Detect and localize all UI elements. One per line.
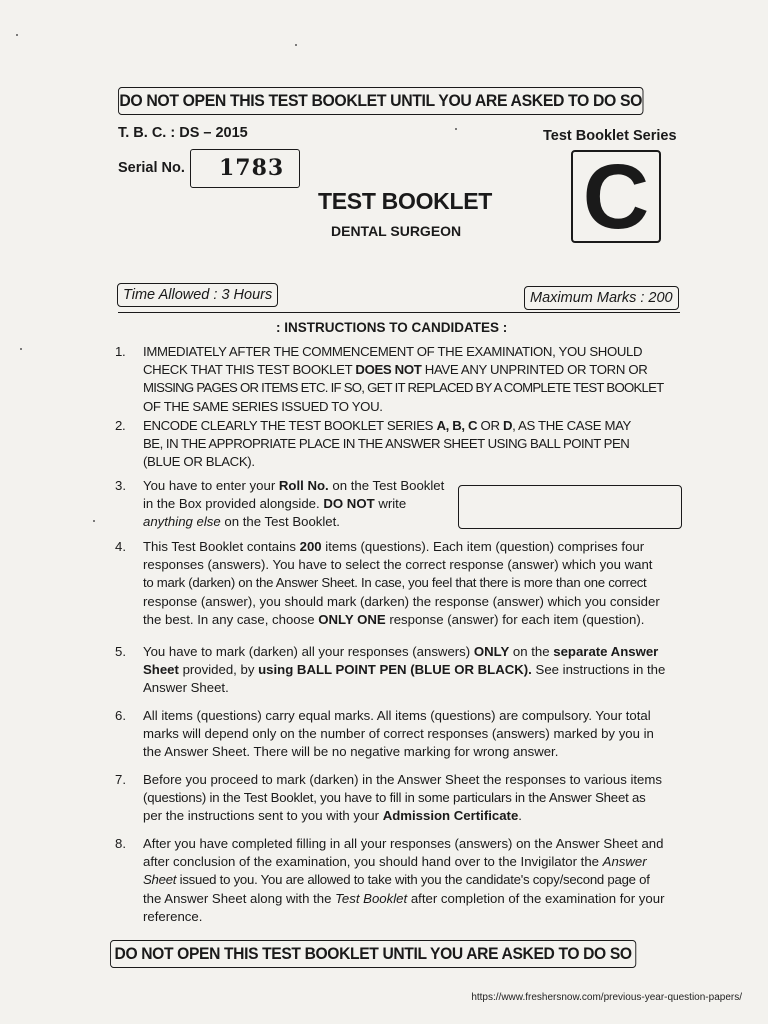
line: Answer Sheet. [143, 680, 229, 696]
line: This Test Booklet contains 200 items (questions). Each item (question) comprises four [143, 539, 645, 554]
series-label: Test Booklet Series [543, 128, 677, 144]
line: MISSING PAGES OR ITEMS ETC. IF SO, GET IT REPLACED BY A COMPLETE TEST BOOKLET [143, 380, 664, 396]
series-letter-box [571, 145, 661, 248]
maximum-marks: Maximum Marks : 200 [524, 286, 679, 310]
line: response (answer), you should mark (darken) the response (answer) which you consider [143, 593, 660, 609]
item-number: 3. [115, 478, 126, 493]
line: per the instructions sent to you with your Admission Certificate. [143, 808, 522, 824]
line: in the Box provided alongside. DO NOT write [143, 496, 407, 512]
line: Sheet provided, by using BALL POINT PEN (BLUE OR BLACK). See instructions in the [143, 662, 666, 678]
booklet-title: TEST BOOKLET [318, 188, 493, 214]
line: anything else on the Test Booklet. [143, 514, 340, 530]
item-number: 6. [115, 708, 126, 723]
item-number: 5. [115, 644, 126, 659]
line: OF THE SAME SERIES ISSUED TO YOU. [143, 398, 383, 414]
item-number: 7. [115, 772, 126, 787]
line: to mark (darken) on the Answer Sheet. In case, you feel that there is more than one correct [143, 575, 647, 591]
serial-number-box [190, 149, 300, 188]
booklet-subtitle: DENTAL SURGEON [331, 223, 462, 239]
divider-rule [118, 312, 680, 313]
item-number: 8. [115, 836, 126, 851]
line: You have to enter your Roll No. on the Test Booklet [143, 478, 445, 493]
line: BE, IN THE APPROPRIATE PLACE IN THE ANSWER SHEET USING BALL POINT PEN [143, 436, 630, 452]
scan-speck [455, 128, 457, 130]
warning-banner-bottom: DO NOT OPEN THIS TEST BOOKLET UNTIL YOU ARE ASKED TO DO SO [110, 940, 636, 968]
line: Before you proceed to mark (darken) in the Answer Sheet the responses to various items [143, 772, 662, 787]
time-allowed: Time Allowed : 3 Hours [117, 283, 278, 307]
line: ENCODE CLEARLY THE TEST BOOKLET SERIES A, B, C OR D, AS THE CASE MAY [143, 418, 632, 433]
series-letter: C [582, 145, 650, 248]
line: CHECK THAT THIS TEST BOOKLET DOES NOT HAVE ANY UNPRINTED OR TORN OR [143, 362, 648, 378]
scan-speck [295, 44, 297, 46]
line: IMMEDIATELY AFTER THE COMMENCEMENT OF THE EXAMINATION, YOU SHOULD [143, 344, 643, 359]
roll-number-box[interactable] [458, 485, 682, 529]
source-url[interactable]: https://www.freshersnow.com/previous-year-question-papers/ [471, 992, 742, 1003]
scan-speck [93, 520, 95, 522]
line: responses (answers). You have to select the correct response (answer) which you want [143, 557, 653, 573]
line: after conclusion of the examination, you should hand over to the Invigilator the Answer [143, 854, 647, 870]
warning-banner-top: DO NOT OPEN THIS TEST BOOKLET UNTIL YOU ARE ASKED TO DO SO [118, 87, 643, 115]
line: the Answer Sheet along with the Test Booklet after completion of the examination for your [143, 890, 665, 906]
line: Sheet issued to you. You are allowed to take with you the candidate's copy/second page of [143, 872, 650, 888]
line: the Answer Sheet. There will be no negative marking for wrong answer. [143, 744, 559, 760]
line: You have to mark (darken) all your responses (answers) ONLY on the separate Answer [143, 644, 659, 659]
scan-speck [20, 348, 22, 350]
tbc-code: T. B. C. : DS – 2015 [118, 125, 248, 141]
line: After you have completed filling in all your responses (answers) on the Answer Sheet and [143, 836, 664, 851]
line: marks will depend only on the number of correct responses (answers) marked by you in [143, 726, 654, 742]
line: reference. [143, 908, 203, 924]
serial-number: 1783 [219, 155, 285, 181]
serial-label: Serial No. [118, 160, 185, 176]
item-number: 4. [115, 539, 126, 554]
item-number: 2. [115, 418, 126, 433]
instructions-heading: : INSTRUCTIONS TO CANDIDATES : [276, 320, 508, 335]
line: (questions) in the Test Booklet, you have to fill in some particulars in the Answer Sheet as [143, 790, 646, 806]
line: (BLUE OR BLACK). [143, 454, 255, 470]
item-number: 1. [115, 344, 126, 359]
scan-speck [16, 34, 18, 36]
line: All items (questions) carry equal marks. All items (questions) are compulsory. Your total [143, 708, 651, 723]
line: the best. In any case, choose ONLY ONE response (answer) for each item (question). [143, 611, 645, 627]
